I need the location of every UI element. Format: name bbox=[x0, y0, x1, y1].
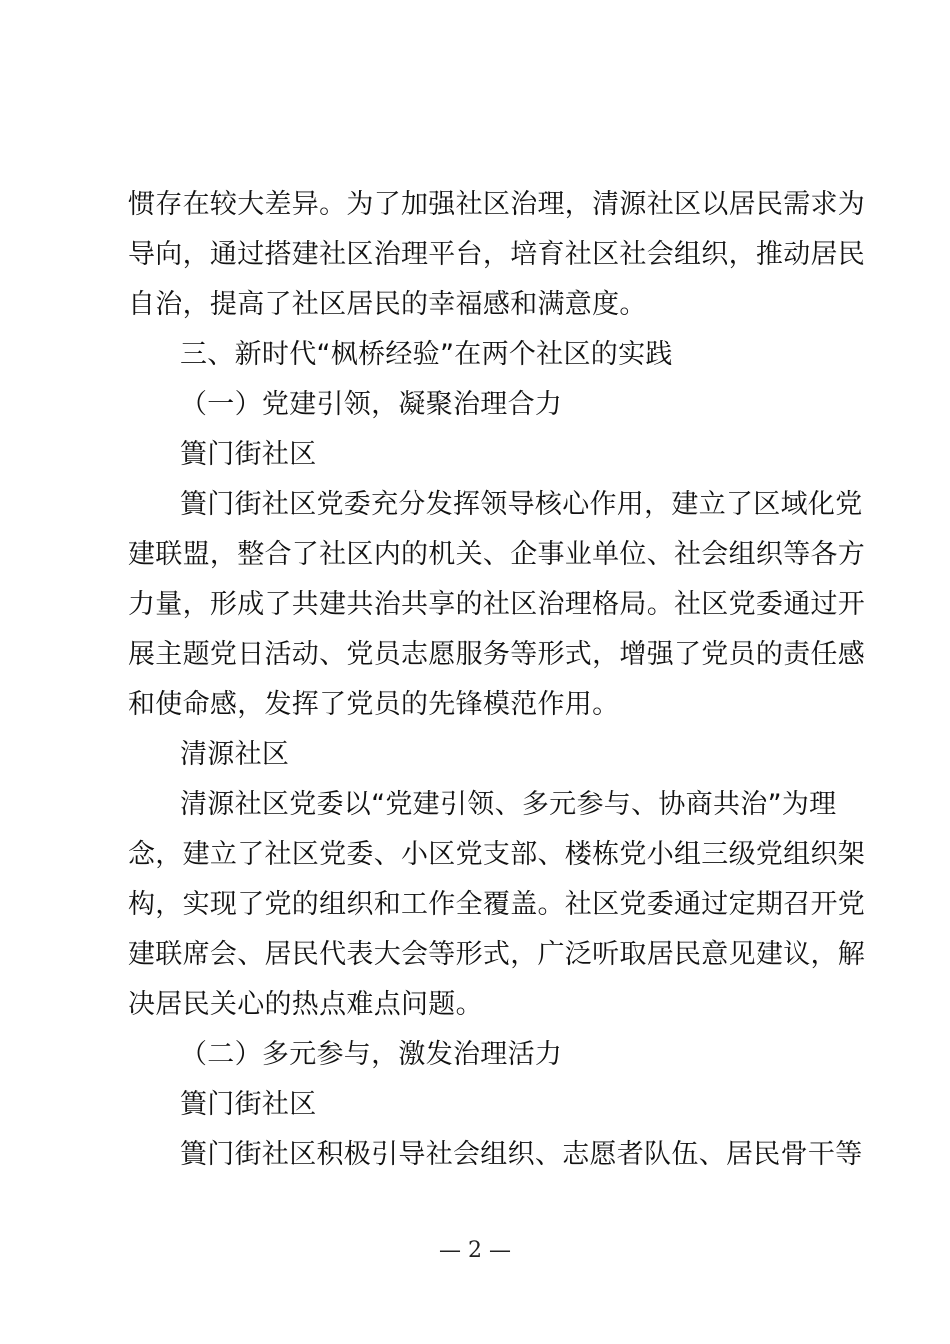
text-line: 清源社区党委以“党建引领、多元参与、协商共治”为理 bbox=[180, 789, 837, 820]
text-line: （一）党建引领，凝聚治理合力 bbox=[180, 389, 563, 420]
text-line: 簣门街社区积极引导社会组织、志愿者队伍、居民骨干等 bbox=[180, 1139, 863, 1170]
text-line: 力量，形成了共建共治共享的社区治理格局。社区党委通过开 bbox=[128, 589, 866, 620]
page-number: — 2 — bbox=[439, 1238, 511, 1263]
body-text bbox=[128, 180, 866, 1180]
text-line: 建联盟，整合了社区内的机关、企事业单位、社会组织等各方 bbox=[128, 539, 866, 570]
text-line: 三、新时代“枫桥经验”在两个社区的实践 bbox=[180, 339, 673, 370]
text-line: 决居民关心的热点难点问题。 bbox=[128, 989, 483, 1020]
text-line: 簣门街社区 bbox=[180, 439, 317, 470]
text-line: 念，建立了社区党委、小区党支部、楼栋党小组三级党组织架 bbox=[128, 839, 866, 870]
text-line: 建联席会、居民代表大会等形式，广泛听取居民意见建议，解 bbox=[128, 939, 866, 970]
text-line: 簣门街社区 bbox=[180, 1089, 317, 1120]
text-line: 簣门街社区党委充分发挥领导核心作用，建立了区域化党 bbox=[180, 489, 863, 520]
text-line: 惯存在较大差异。为了加强社区治理，清源社区以居民需求为 bbox=[128, 189, 866, 220]
text-line: 清源社区 bbox=[180, 739, 290, 770]
text-line: 自治，提高了社区居民的幸福感和满意度。 bbox=[128, 289, 647, 320]
text-line: 和使命感，发挥了党员的先锋模范作用。 bbox=[128, 689, 620, 720]
text-line: 导向，通过搭建社区治理平台，培育社区社会组织，推动居民 bbox=[128, 239, 866, 270]
text-line: 展主题党日活动、党员志愿服务等形式，增强了党员的责任感 bbox=[128, 639, 866, 670]
text-line: （二）多元参与，激发治理活力 bbox=[180, 1039, 563, 1070]
text-line: 构，实现了党的组织和工作全覆盖。社区党委通过定期召开党 bbox=[128, 889, 866, 920]
